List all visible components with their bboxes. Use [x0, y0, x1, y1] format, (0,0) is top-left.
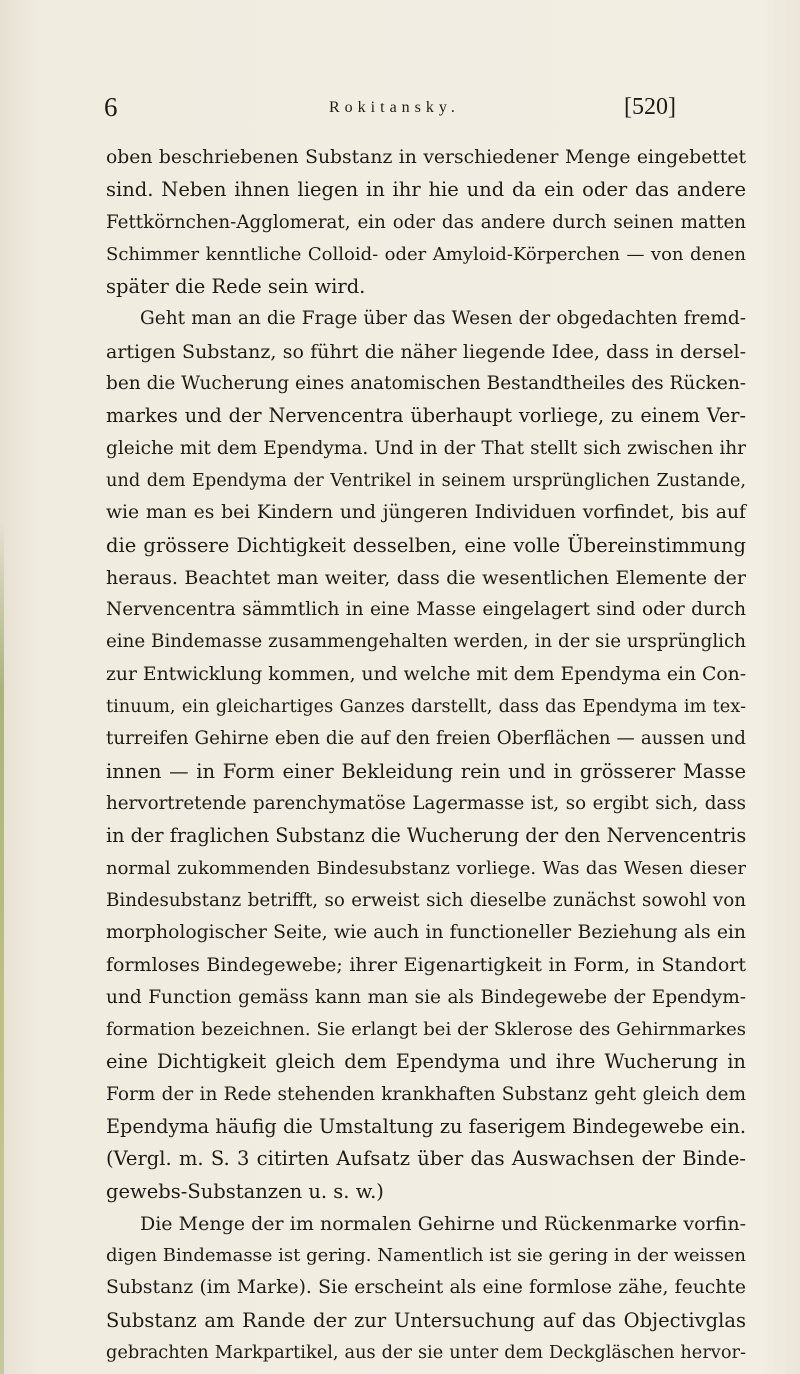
- body-text: [106, 142, 746, 1369]
- text-line: und dem Ependyma der Ventrikel in seinem ursprünglichen Zustande,: [106, 470, 746, 491]
- running-title: Rokitansky.: [329, 99, 460, 116]
- text-line: in der fraglichen Substanz die Wucherung der den Nervencentris: [106, 824, 747, 848]
- text-line: und Function gemäss kann man sie als Bindegewebe der Ependym-: [106, 986, 746, 1008]
- text-line: normal zukommenden Bindesubstanz vorliege. Was das Wesen dieser: [106, 857, 746, 879]
- text-line: (Vergl. m. S. 3 citirten Aufsatz über das Auswachsen der Binde-: [106, 1147, 746, 1171]
- text-line: Ependyma häufig die Umstaltung zu faserigem Bindegewebe ein.: [106, 1114, 746, 1138]
- page-header: [0, 92, 800, 132]
- text-line: artigen Substanz, so führt die näher liegende Idee, dass in dersel-: [106, 340, 746, 363]
- text-line: ben die Wucherung eines anatomischen Bestandtheiles des Rücken-: [106, 373, 747, 395]
- text-line: Form der in Rede stehenden krankhaften Substanz geht gleich dem: [106, 1083, 746, 1105]
- text-line: innen — in Form einer Bekleidung rein und in grösserer Masse: [106, 759, 746, 783]
- text-line: Substanz am Rande der zur Untersuchung auf das Objectivglas: [106, 1308, 746, 1332]
- text-line: oben beschriebenen Substanz in verschiedener Menge eingebettet: [106, 147, 746, 168]
- text-line: Substanz (im Marke). Sie erscheint als eine formlose zähe, feuchte: [106, 1277, 746, 1299]
- text-line: zur Entwicklung kommen, und welche mit dem Ependyma ein Con-: [106, 663, 747, 685]
- folio-number: [520]: [624, 94, 676, 120]
- text-line: die grössere Dichtigkeit desselben, eine volle Übereinstimmung: [106, 533, 746, 557]
- text-line: digen Bindemasse ist gering. Namentlich ist sie gering in der weissen: [106, 1245, 746, 1267]
- paragraph-start-line: Die Menge der im normalen Gehirne und Rückenmarke vorfin-: [140, 1212, 746, 1235]
- page-number: 6: [104, 92, 118, 122]
- text-line: wie man es bei Kindern und jüngeren Individuen vorfindet, bis auf: [106, 502, 746, 524]
- text-line: Schimmer kenntliche Colloid- oder Amyloid-Körperchen — von denen: [106, 243, 746, 265]
- page-edge-shadow: [0, 520, 4, 1374]
- text-line: tinuum, ein gleichartiges Ganzes darstellt, dass das Ependyma im tex-: [106, 697, 746, 718]
- text-line: heraus. Beachtet man weiter, dass die wesentlichen Elemente der: [106, 566, 746, 589]
- text-line: eine Dichtigkeit gleich dem Ependyma und ihre Wucherung in: [106, 1050, 746, 1074]
- text-line: gebrachten Markpartikel, aus der sie unter dem Deckgläschen hervor-: [106, 1342, 746, 1363]
- text-line: morphologischer Seite, wie auch in functioneller Beziehung als ein: [106, 922, 746, 944]
- text-line: gewebs-Substanzen u. s. w.): [106, 1179, 384, 1203]
- text-line: Bindesubstanz betrifft, so erweist sich dieselbe zunächst sowohl von: [106, 889, 746, 911]
- text-line: sind. Neben ihnen liegen in ihr hie und da ein oder das andere: [106, 178, 746, 202]
- text-line: gleiche mit dem Ependyma. Und in der That stellt sich zwischen ihr: [106, 437, 746, 459]
- text-line: formation bezeichnen. Sie erlangt bei der Sklerose des Gehirnmarkes: [106, 1019, 746, 1041]
- paragraph-start-line: Geht man an die Frage über das Wesen der obgedachten fremd-: [140, 308, 746, 330]
- text-line: Nervencentra sämmtlich in eine Masse eingelagert sind oder durch: [106, 599, 746, 621]
- text-line: Fettkörnchen-Agglomerat, ein oder das andere durch seinen matten: [106, 211, 746, 233]
- text-line: später die Rede sein wird.: [106, 275, 366, 299]
- text-line: hervortretende parenchymatöse Lagermasse ist, so ergibt sich, dass: [106, 792, 746, 814]
- text-line: formloses Bindegewebe; ihrer Eigenartigkeit in Form, in Standort: [106, 954, 746, 977]
- text-line: markes und der Nervencentra überhaupt vorliege, zu einem Ver-: [106, 404, 746, 428]
- text-line: eine Bindemasse zusammengehalten werden, in der sie ursprünglich: [106, 631, 746, 653]
- text-line: turreifen Gehirne eben die auf den freien Oberflächen — aussen und: [106, 728, 746, 750]
